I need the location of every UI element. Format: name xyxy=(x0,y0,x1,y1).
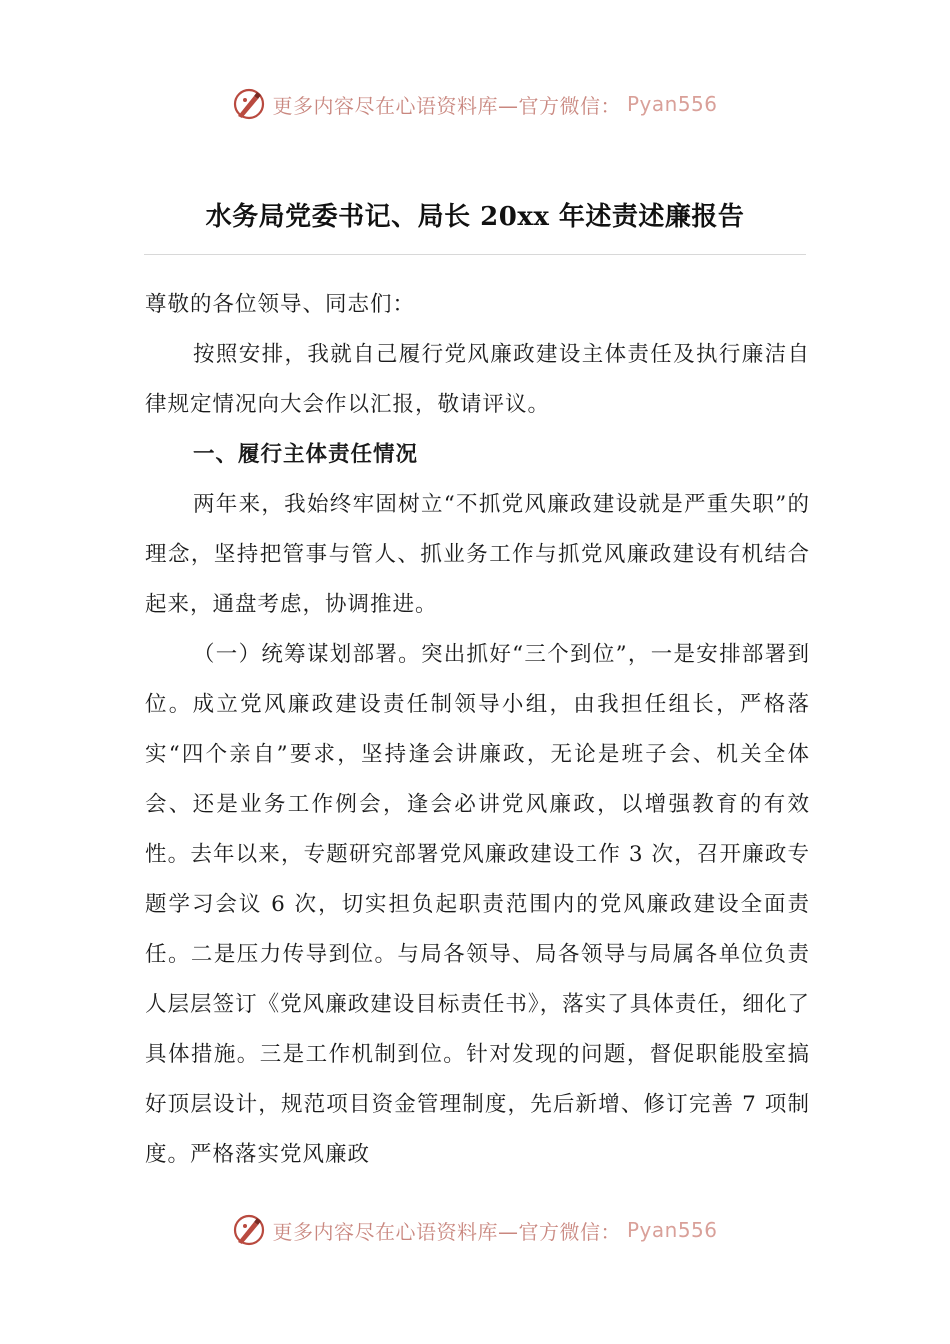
document-body xyxy=(145,280,810,1180)
pen-circle-logo-icon xyxy=(232,1213,266,1247)
section-heading: 一、履行主体责任情况 xyxy=(193,442,419,467)
watermark-wechat-id: Pyan556 xyxy=(626,92,718,116)
watermark-text: 更多内容尽在心语资料库—官方微信： xyxy=(272,93,621,118)
paragraph-planning: （一）统筹谋划部署。突出抓好“三个到位”，一是安排部署到位。成立党风廉政建设责任制领导小组，由我担任组长，严格落实“四个亲自”要求，坚持逢会讲廉政，无论是班子会、机关全体会、还是业务工作例会，逢会必讲党风廉政，以增强教育的有效性。去年以来，专题研究部署党风廉政建设工作 3 次，召开廉政专题学习会议 6 次，切实担负起职责范围内的党风廉政建设全面责任。二是压力传导到位。与局各领导、局各领导与局属各单位负责人层层签订《党风廉政建设目标责任书》，落实了具体责任，细化了具体措施。三是工作机制到位。针对发现的问题，督促职能股室搞好顶层设计，规范项目资金管理制度，先后新增、修订完善 7 项制度。严格落实党风廉政 xyxy=(145,642,810,1167)
watermark-wechat-id: Pyan556 xyxy=(626,1218,718,1242)
watermark-banner-top xyxy=(0,84,950,124)
salutation: 尊敬的各位领导、同志们： xyxy=(145,292,416,317)
pen-circle-logo-icon xyxy=(232,87,266,121)
watermark-text: 更多内容尽在心语资料库—官方微信： xyxy=(272,1219,621,1244)
watermark-banner-bottom xyxy=(0,1210,950,1250)
paragraph-overview: 两年来，我始终牢固树立“不抓党风廉政建设就是严重失职”的理念，坚持把管事与管人、抓业务工作与抓党风廉政建设有机结合起来，通盘考虑，协调推进。 xyxy=(145,492,810,617)
paragraph-intro: 按照安排，我就自己履行党风廉政建设主体责任及执行廉洁自律规定情况向大会作以汇报，敬请评议。 xyxy=(145,342,810,417)
title-divider xyxy=(144,254,806,255)
document-title: 水务局党委书记、局长 20xx 年述责述廉报告 xyxy=(205,202,745,232)
